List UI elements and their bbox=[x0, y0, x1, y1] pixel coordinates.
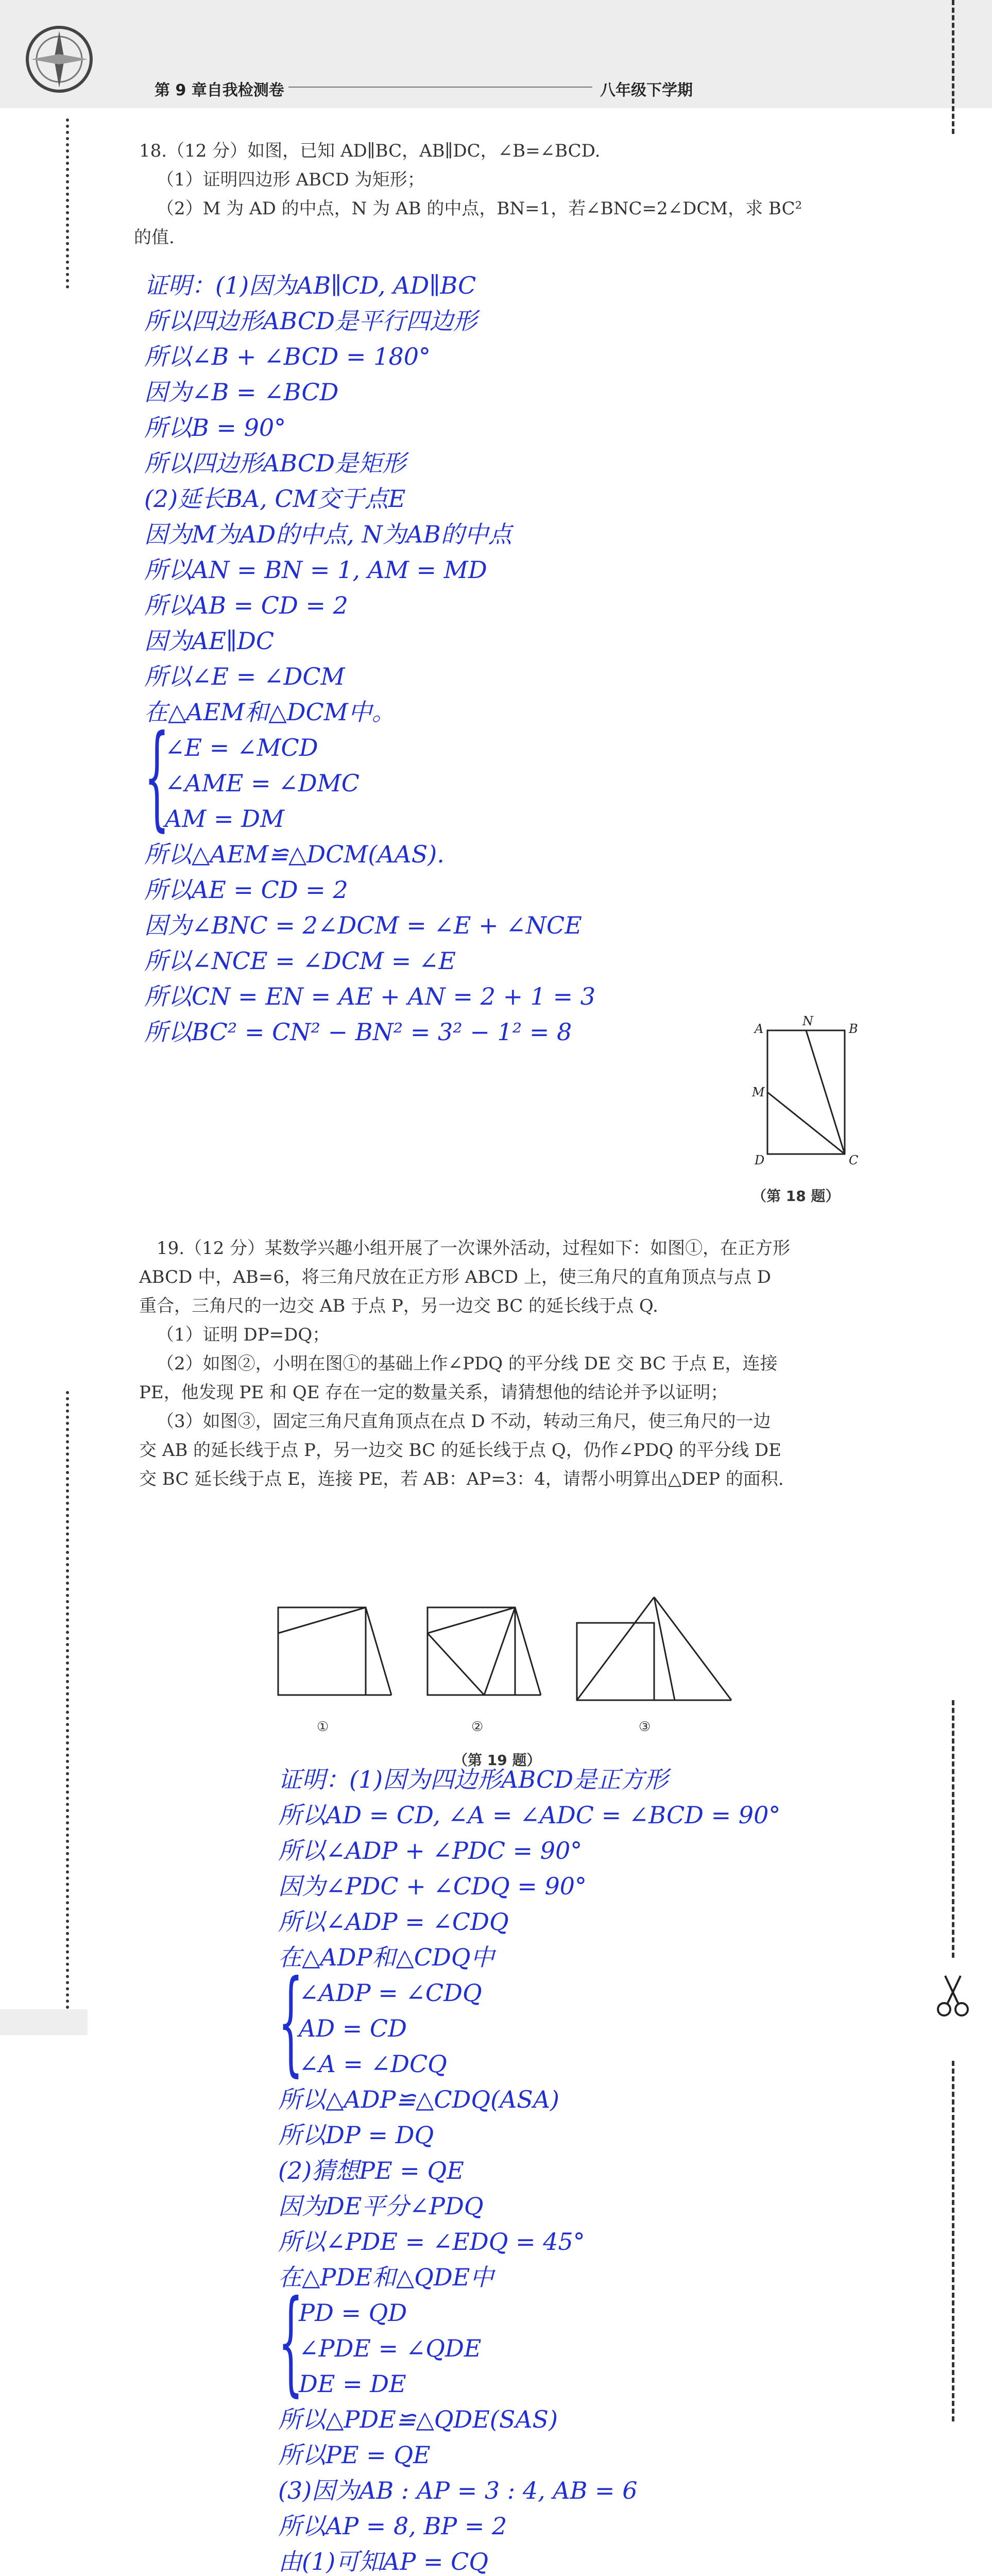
ans19-line: (2)猜想PE = QE bbox=[278, 2157, 464, 2184]
fig19-label-2: ② bbox=[471, 1719, 484, 1735]
fig18-label-n: N bbox=[802, 1014, 813, 1028]
ans19-brace-row: AD = CD bbox=[299, 2014, 407, 2042]
ans19-line: 在△ADP和△CDQ中 bbox=[278, 1943, 494, 1971]
ans18-line: 所以B = 90° bbox=[144, 414, 286, 442]
p18-stem: 18.（12 分）如图，已知 AD∥BC，AB∥DC，∠B=∠BCD. bbox=[139, 141, 601, 161]
fig18-label-a: A bbox=[755, 1022, 764, 1036]
problem-18 bbox=[134, 137, 896, 252]
ans18-line: 所以AB = CD = 2 bbox=[144, 591, 348, 619]
ans18-line: 因为M为AD的中点, N为AB的中点 bbox=[144, 520, 512, 548]
ans18-brace-row: AM = DM bbox=[165, 805, 285, 833]
ans18-line: 因为∠BNC = 2∠DCM = ∠E + ∠NCE bbox=[144, 911, 582, 939]
left-binding-dots bbox=[66, 118, 69, 289]
ans18-brace-row: ∠E = ∠MCD bbox=[165, 734, 318, 761]
ans18-line: 因为AE∥DC bbox=[144, 627, 275, 655]
p18-q2b: 的值. bbox=[134, 227, 175, 248]
grade-label: 八年级下学期 bbox=[600, 81, 693, 99]
answer-19 bbox=[278, 1762, 780, 2576]
fig19-label-3: ③ bbox=[639, 1719, 651, 1735]
brace-icon: { bbox=[278, 1956, 303, 2088]
ans18-line: 因为∠B = ∠BCD bbox=[144, 378, 339, 406]
ans18-line: 在△AEM和△DCM中。 bbox=[144, 698, 396, 726]
fig18-label-d: D bbox=[755, 1153, 765, 1167]
fig19-label-1: ① bbox=[317, 1719, 329, 1735]
ans19-line: 因为∠PDC + ∠CDQ = 90° bbox=[278, 1872, 587, 1900]
ans18-line: 证明：(1)因为AB∥CD, AD∥BC bbox=[144, 272, 476, 299]
p19-line: 19.（12 分）某数学兴趣小组开展了一次课外活动，过程如下：如图①，在正方形 bbox=[157, 1238, 791, 1259]
ans19-line: 在△PDE和△QDE中 bbox=[278, 2263, 494, 2291]
chapter-title: 第 9 章自我检测卷 bbox=[155, 81, 284, 99]
p19-line: （2）如图②，小明在图①的基础上作∠PDQ 的平分线 DE 交 BC 于点 E，连接 bbox=[157, 1353, 778, 1374]
ans19-brace-row: ∠ADP = ∠CDQ bbox=[299, 1979, 482, 2007]
p19-line: PE，他发现 PE 和 QE 存在一定的数量关系，请猜想他的结论并予以证明； bbox=[139, 1382, 728, 1403]
figure-18-caption: （第 18 题） bbox=[752, 1188, 840, 1205]
ans18-line: (2)延长BA, CM交于点E bbox=[144, 485, 406, 513]
ans19-brace-row: DE = DE bbox=[299, 2370, 406, 2398]
ans18-line: 所以∠B + ∠BCD = 180° bbox=[144, 343, 431, 370]
p18-q2: （2）M 为 AD 的中点，N 为 AB 的中点，BN=1，若∠BNC=2∠DCM，求 BC² bbox=[157, 198, 802, 219]
ans18-line: 所以AN = BN = 1, AM = MD bbox=[144, 556, 487, 584]
ans19-line: 所以∠ADP + ∠PDC = 90° bbox=[278, 1837, 583, 1865]
ans18-line: 所以△AEM≌△DCM(AAS). bbox=[144, 840, 444, 868]
ans18-line: 所以∠NCE = ∠DCM = ∠E bbox=[144, 947, 456, 975]
ans19-line: 由(1)可知AP = CQ bbox=[278, 2548, 489, 2575]
fig18-label-c: C bbox=[849, 1153, 859, 1167]
figure-18 bbox=[737, 1010, 891, 1180]
brace-icon: { bbox=[278, 2276, 303, 2408]
ans19-line: 所以△ADP≌△CDQ(ASA) bbox=[278, 2086, 559, 2113]
ans19-brace-row: ∠A = ∠DCQ bbox=[299, 2050, 447, 2078]
right-cut-line bbox=[952, 1700, 954, 1958]
fig18-label-b: B bbox=[849, 1022, 858, 1036]
ans19-brace-row: PD = QD bbox=[299, 2299, 407, 2327]
ans19-line: 所以∠PDE = ∠EDQ = 45° bbox=[278, 2228, 585, 2256]
problem-19 bbox=[139, 1234, 896, 1494]
fig18-label-m: M bbox=[752, 1085, 765, 1099]
ans19-brace-row: ∠PDE = ∠QDE bbox=[299, 2334, 482, 2362]
right-cut-line bbox=[952, 0, 954, 134]
p19-line: ABCD 中，AB=6，将三角尺放在正方形 ABCD 上，使三角尺的直角顶点与点 D bbox=[139, 1267, 772, 1287]
answer-18 bbox=[144, 268, 595, 1050]
left-binding-dots bbox=[66, 1391, 69, 2009]
ans19-line: 所以AD = CD, ∠A = ∠ADC = ∠BCD = 90° bbox=[278, 1801, 781, 1829]
scissors-icon bbox=[935, 1973, 971, 2020]
ans19-line: 所以△PDE≌△QDE(SAS) bbox=[278, 2405, 558, 2433]
ans18-line: 所以四边形ABCD是平行四边形 bbox=[144, 307, 477, 335]
compass-logo-icon bbox=[21, 21, 98, 98]
p19-line: （1）证明 DP=DQ； bbox=[157, 1325, 330, 1345]
ans19-line: 所以AP = 8, BP = 2 bbox=[278, 2512, 507, 2540]
ans19-line: 所以∠ADP = ∠CDQ bbox=[278, 1908, 509, 1936]
page-header bbox=[0, 0, 992, 108]
p19-line: （3）如图③，固定三角尺直角顶点在点 D 不动，转动三角尺，使三角尺的一边 bbox=[157, 1411, 771, 1432]
right-cut-line bbox=[952, 2061, 954, 2421]
ans18-line: 所以BC² = CN² − BN² = 3² − 1² = 8 bbox=[144, 1018, 572, 1046]
brace-icon: { bbox=[144, 710, 169, 842]
ans18-brace-row: ∠AME = ∠DMC bbox=[165, 769, 360, 797]
ans18-line: 所以AE = CD = 2 bbox=[144, 876, 348, 904]
figure-19 bbox=[268, 1577, 762, 1747]
ans19-line: 证明：(1)因为四边形ABCD是正方形 bbox=[278, 1766, 669, 1793]
gray-strip bbox=[0, 2009, 88, 2035]
figure-19-caption: （第 19 题） bbox=[453, 1752, 541, 1769]
p18-q1: （1）证明四边形 ABCD 为矩形； bbox=[157, 170, 425, 190]
header-rule bbox=[288, 87, 592, 88]
ans19-line: (3)因为AB : AP = 3 : 4, AB = 6 bbox=[278, 2477, 638, 2504]
ans18-line: 所以四边形ABCD是矩形 bbox=[144, 449, 406, 477]
ans19-line: 因为DE平分∠PDQ bbox=[278, 2192, 484, 2220]
ans18-line: 所以CN = EN = AE + AN = 2 + 1 = 3 bbox=[144, 982, 596, 1010]
ans18-line: 所以∠E = ∠DCM bbox=[144, 663, 345, 690]
ans19-line: 所以DP = DQ bbox=[278, 2121, 434, 2149]
p19-line: 交 BC 延长线于点 E，连接 PE，若 AB：AP=3：4，请帮小明算出△DEP 的面积. bbox=[139, 1469, 784, 1489]
p19-line: 交 AB 的延长线于点 P，另一边交 BC 的延长线于点 Q，仍作∠PDQ 的平分线 DE bbox=[139, 1440, 781, 1461]
p19-line: 重合，三角尺的一边交 AB 于点 P，另一边交 BC 的延长线于点 Q. bbox=[139, 1296, 658, 1316]
ans19-line: 所以PE = QE bbox=[278, 2441, 431, 2469]
